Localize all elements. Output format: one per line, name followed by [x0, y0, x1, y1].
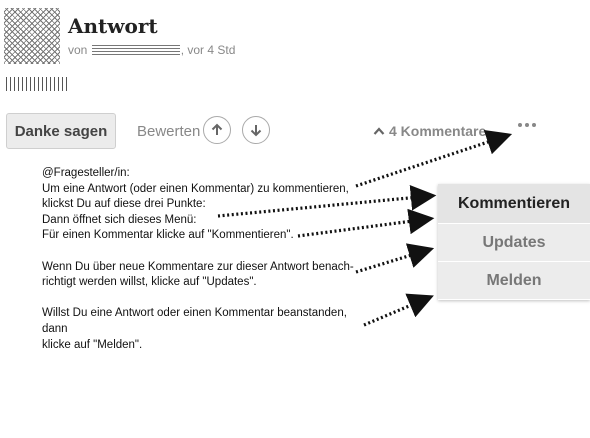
arrow-to-menu [218, 196, 430, 216]
meta-suffix: , vor 4 Std [180, 43, 236, 57]
menu-item-melden[interactable]: Melden [438, 262, 590, 300]
arrow-to-melden [364, 298, 428, 325]
meta-prefix: von [68, 43, 88, 57]
arrow-to-dots [356, 136, 506, 186]
menu-item-kommentieren[interactable]: Kommentieren [438, 184, 590, 224]
instruction-line: Um eine Antwort (oder einen Kommentar) zu kommentieren, [42, 182, 349, 195]
instruction-line: Willst Du eine Antwort oder einen Kommentar beanstanden, dann [42, 307, 347, 335]
answer-title: Antwort [68, 14, 158, 38]
instruction-line: richtigt werden willst, klicke auf "Updates". [42, 276, 257, 289]
arrow-to-kommentieren [298, 219, 428, 236]
thanks-button[interactable]: Danke sagen [6, 113, 116, 149]
instruction-line: @Fragesteller/in: [42, 167, 130, 179]
instruction-line: klickst Du auf diese drei Punkte: [42, 198, 206, 211]
rate-label: Bewerten [137, 123, 201, 140]
instruction-line: Dann öffnet sich dieses Menü: [42, 213, 197, 226]
menu-item-updates[interactable]: Updates [438, 224, 590, 262]
comments-label: 4 Kommentare [389, 123, 487, 139]
instruction-line: klicke auf "Melden". [42, 338, 143, 351]
instruction-line: Wenn Du über neue Kommentare zur dieser Antwort benach- [42, 260, 354, 273]
instruction-line: Für einen Kommentar klicke auf "Kommentieren". [42, 229, 294, 242]
arrow-to-updates [356, 250, 428, 272]
